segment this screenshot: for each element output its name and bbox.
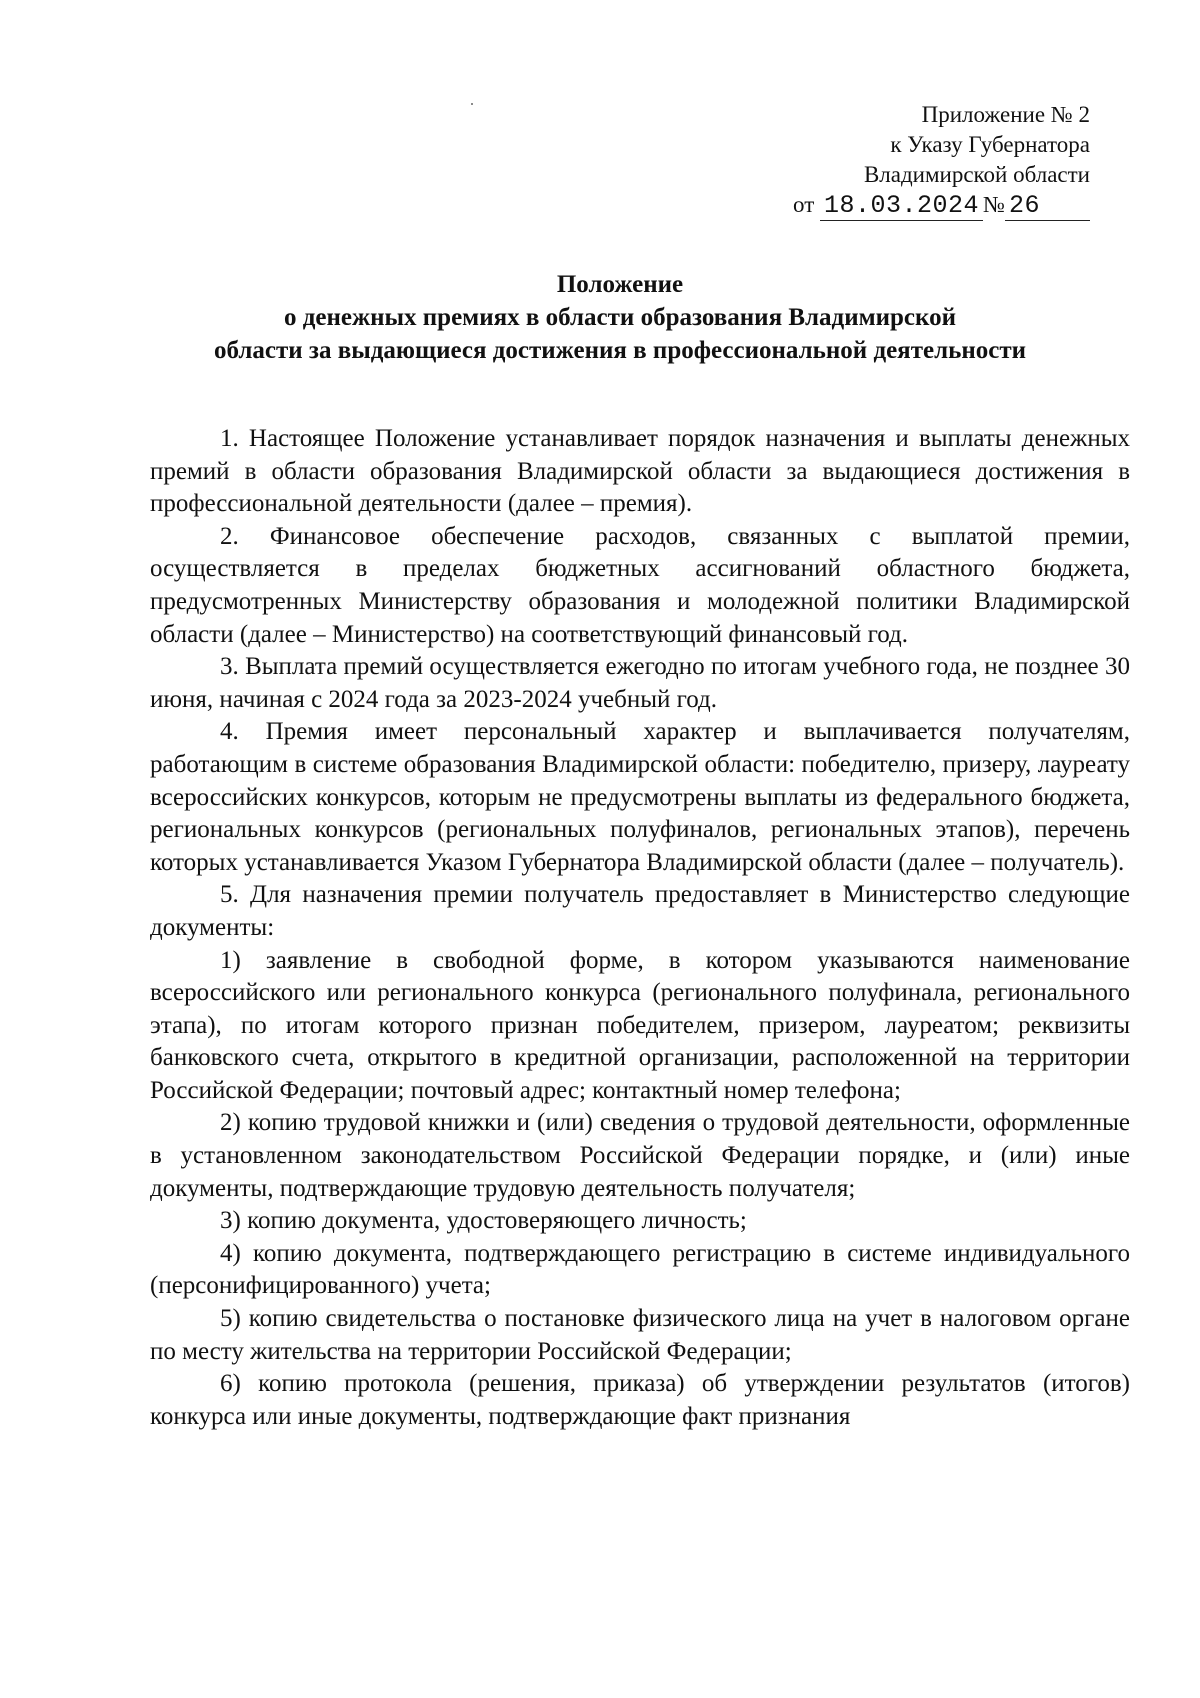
title-line-1: Положение [556, 271, 684, 298]
appendix-reference: к Указу Губернатора [890, 132, 1090, 157]
list-item-1: 1) заявление в свободной форме, в котором указываются наименование всероссийского или регионального конкурса (регионального полуфинала, регионального этапа), по итогам которого признан победителем, призером, лауреатом; реквизиты банковского счета, открытого в кредитной организации, расположенной на территории Российской Федерации; почтовый адрес; контактный номер телефона; [150, 946, 1130, 1104]
list-item-4: 4) копию документа, подтверждающего регистрацию в системе индивидуального (персонифицированного) учета; [150, 1239, 1130, 1300]
decree-date: 18.03.2024 [820, 191, 983, 221]
paragraph-5: 5. Для назначения премии получатель предоставляет в Министерство следующие документы: [150, 881, 1130, 941]
paragraph-2: 2. Финансовое обеспечение расходов, связанных с выплатой премии, осуществляется в пределах бюджетных ассигнований областного бюджета, предусмотренных Министерству образования и молодежной политики Владимирской области (далее – Министерство) на соответствующий финансовый год. [150, 522, 1130, 648]
decree-dateline [793, 190, 1090, 221]
document-body [150, 423, 1130, 1433]
scan-speck [471, 103, 473, 105]
decree-number: 26 [1005, 191, 1090, 221]
paragraph-3: 3. Выплата премий осуществляется ежегодно по итогам учебного года, не позднее 30 июня, начиная с 2024 года за 2023-2024 учебный год. [150, 653, 1130, 713]
paragraph-1: 1. Настоящее Положение устанавливает порядок назначения и выплаты денежных премий в области образования Владимирской области за выдающиеся достижения в профессиональной деятельности (далее – премия). [150, 425, 1130, 518]
list-item-3: 3) копию документа, удостоверяющего личность; [220, 1207, 747, 1235]
date-prefix: от [793, 192, 815, 217]
appendix-header [793, 100, 1090, 221]
list-item-2: 2) копию трудовой книжки и (или) сведения о трудовой деятельности, оформленные в установленном законодательством Российской Федерации порядке, и (или) иные документы, подтверждающие трудовую деятельность получателя; [150, 1109, 1130, 1202]
paragraph-4: 4. Премия имеет персональный характер и выплачивается получателям, работающим в системе образования Владимирской области: победителю, призеру, лауреату всероссийских конкурсов, которым не предусмотрены выплаты из федерального бюджета, региональных конкурсов (региональных полуфиналов, региональных этапов), перечень которых устанавливается Указом Губернатора Владимирской области (далее – получатель). [150, 718, 1130, 876]
appendix-region: Владимирской области [863, 162, 1090, 187]
list-item-6: 6) копию протокола (решения, приказа) об утверждении результатов (итогов) конкурса или иные документы, подтверждающие факт признания [150, 1370, 1130, 1430]
list-item-5: 5) копию свидетельства о постановке физического лица на учет в налоговом органе по месту жительства на территории Российской Федерации; [150, 1305, 1130, 1365]
title-line-3: области за выдающиеся достижения в профессиональной деятельности [213, 337, 1027, 364]
number-prefix: № [983, 192, 1005, 217]
document-title [140, 268, 1100, 367]
appendix-number: Приложение № 2 [921, 102, 1090, 127]
title-line-2: о денежных премиях в области образования Владимирской [283, 304, 957, 331]
